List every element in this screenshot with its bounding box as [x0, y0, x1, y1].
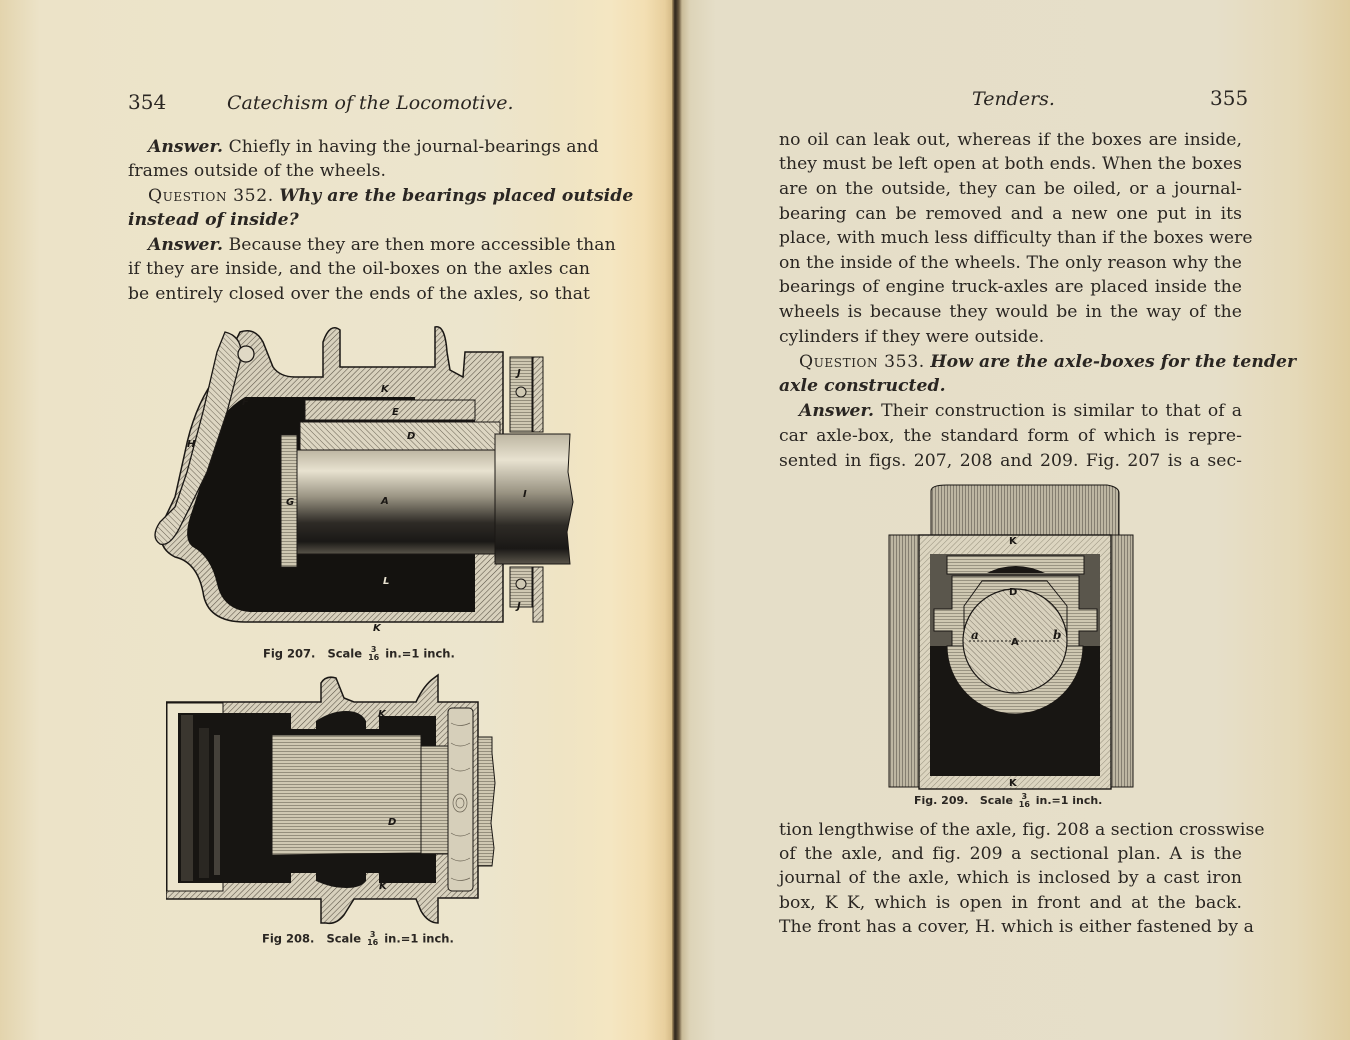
right-page	[676, 0, 1350, 1040]
text-line: tion lengthwise of the axle, fig. 208 a section crosswise	[779, 820, 1265, 840]
text-line: sented in figs. 207, 208 and 209. Fig. 207 is a sec-	[779, 451, 1242, 471]
label-K-bottom: K	[1009, 778, 1017, 789]
label-D: D	[407, 431, 416, 442]
figure-208-caption: Fig 208. Scale 3 16 in.=1 inch.	[262, 930, 454, 947]
answer-lead: Answer.	[148, 137, 224, 157]
label-J-top: J	[517, 368, 521, 379]
figure-208	[166, 673, 548, 930]
scale-fraction: 3 16	[368, 645, 380, 662]
label-G: G	[286, 497, 295, 508]
scale-fraction: 3 16	[1018, 792, 1030, 809]
text-line: are on the outside, they can be oiled, or a journal-	[779, 179, 1242, 199]
page-number-left: 354	[128, 90, 167, 114]
answer-lead: Answer.	[799, 401, 875, 421]
text-line: place, with much less difficulty than if the boxes were	[779, 228, 1253, 248]
label-J-bottom: J	[517, 601, 521, 612]
text-line: cylinders if they were outside.	[779, 327, 1045, 347]
label-H: H	[187, 439, 196, 450]
question-lead: Question 352.	[148, 186, 274, 206]
text-line: car axle-box, the standard form of which is repre-	[779, 426, 1242, 446]
page-number-right: 355	[1210, 86, 1249, 110]
question-line: axle constructed.	[779, 376, 946, 396]
axle-box-longitudinal-section-drawing	[145, 322, 575, 637]
figure-209-caption: Fig. 209. Scale 3 16 in.=1 inch.	[914, 792, 1103, 809]
text-line: Answer. Their construction is similar to that of a	[799, 401, 1243, 421]
label-A: A	[1011, 637, 1019, 648]
label-b: b	[1053, 628, 1062, 642]
text-line: journal of the axle, which is inclosed by a cast iron	[779, 868, 1242, 888]
axle-box-sectional-plan-drawing	[887, 481, 1135, 791]
text-line: they must be left open at both ends. When the boxes	[779, 154, 1242, 174]
question-line: Question 352. Why are the bearings placed outside	[148, 186, 634, 206]
figure-207	[145, 322, 575, 642]
question-line: Question 353. How are the axle-boxes for the tender	[799, 352, 1297, 372]
figure-209	[887, 481, 1135, 796]
text-line: bearings of engine truck-axles are placed inside the	[779, 277, 1242, 297]
text-line: Answer. Because they are then more accessible than	[148, 235, 616, 255]
figure-207-caption: Fig 207. Scale 3 16 in.=1 inch.	[263, 645, 455, 662]
label-a: a	[971, 628, 979, 642]
text-line: The front has a cover, H. which is either fastened by a	[779, 917, 1254, 937]
text-line: if they are inside, and the oil-boxes on the axles can	[128, 259, 590, 279]
label-K-top: K	[1009, 536, 1017, 547]
text-line: be entirely closed over the ends of the axles, so that	[128, 284, 590, 304]
label-D: D	[388, 817, 397, 828]
answer-lead: Answer.	[148, 235, 224, 255]
question-lead: Question 353.	[799, 352, 925, 372]
text-line: Answer. Chiefly in having the journal-bearings and	[148, 137, 599, 157]
label-K-bottom: K	[379, 881, 387, 892]
text-line: wheels is because they would be in the way of the	[779, 302, 1242, 322]
label-A: A	[381, 496, 389, 507]
axle-box-cross-section-drawing	[166, 673, 548, 925]
label-I: I	[523, 489, 527, 500]
label-D: D	[1009, 587, 1018, 598]
question-line: instead of inside?	[128, 210, 299, 230]
label-L: L	[383, 576, 390, 587]
scale-fraction: 3 16	[367, 930, 379, 947]
label-K-top: K	[378, 709, 386, 720]
running-head-left: Catechism of the Locomotive.	[227, 92, 514, 114]
text-line: no oil can leak out, whereas if the boxes are inside,	[779, 130, 1242, 150]
text-line: bearing can be removed and a new one put in its	[779, 204, 1242, 224]
label-F: F	[242, 397, 249, 408]
text-line: box, K K, which is open in front and at the back.	[779, 893, 1242, 913]
label-E: E	[392, 407, 399, 418]
running-head-right: Tenders.	[972, 88, 1055, 110]
text-line: of the axle, and fig. 209 a sectional plan. A is the	[779, 844, 1242, 864]
label-K-top: K	[381, 384, 389, 395]
text-line: frames outside of the wheels.	[128, 161, 386, 181]
text-line: on the inside of the wheels. The only reason why the	[779, 253, 1242, 273]
label-K-bottom: K	[373, 623, 381, 634]
